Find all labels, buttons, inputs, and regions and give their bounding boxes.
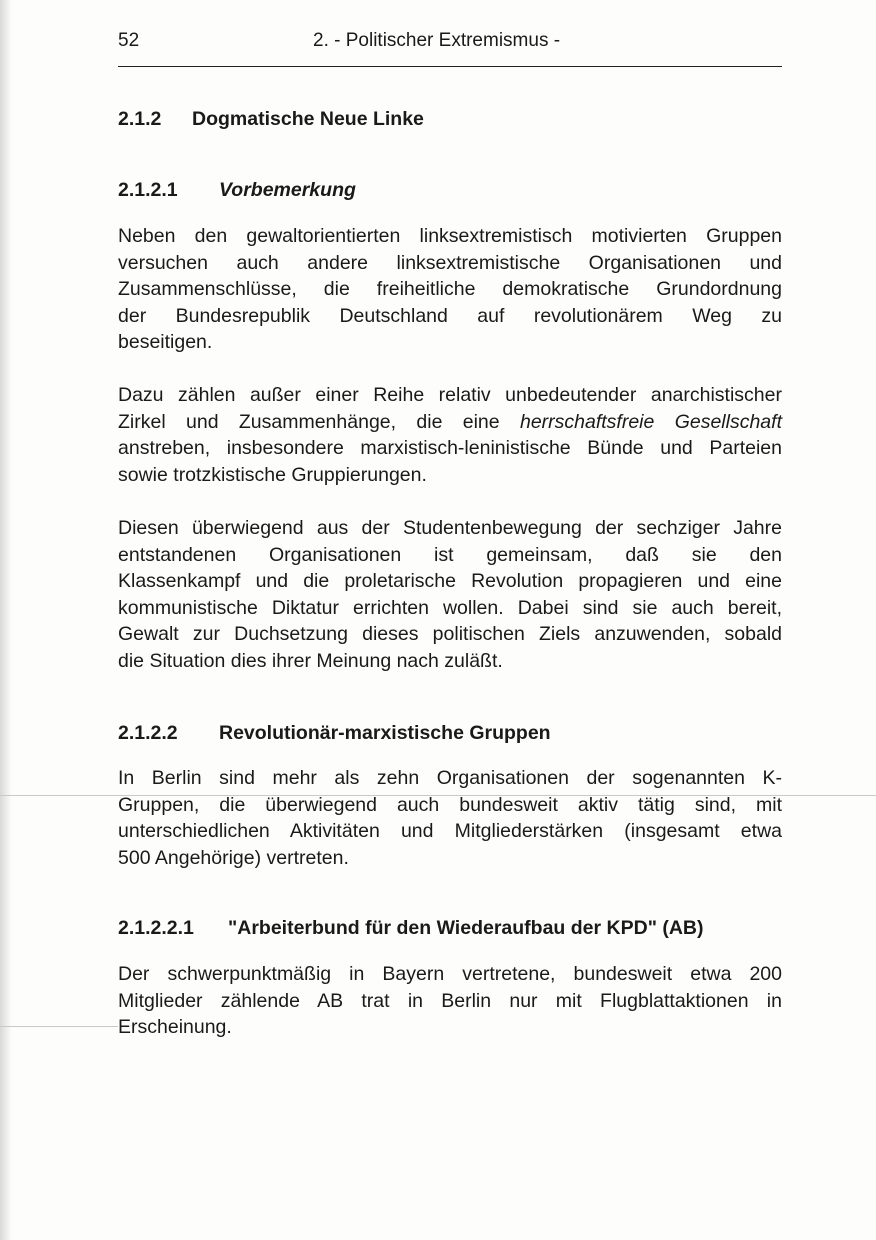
scan-binding-edge (0, 0, 12, 1240)
text-line: Gruppen, die überwiegend auch bundesweit aktiv tätig sind, mit (118, 793, 782, 816)
text-line: entstandenen Organisationen ist gemeinsam, daß sie den (118, 543, 782, 566)
section-title: "Arbeiterbund für den Wiederaufbau der KPD" (AB) (228, 917, 704, 939)
text-line: anstreben, insbesondere marxistisch-leninistische Bünde und Parteien (118, 437, 782, 460)
section-heading-2-1-2 (118, 108, 424, 131)
text-line: sowie trotzkistische Gruppierungen. (118, 463, 427, 486)
section-title: Revolutionär-marxistische Gruppen (219, 722, 551, 744)
section-number: 2.1.2 (118, 108, 162, 130)
emphasis-text: herrschaftsfreie Gesellschaft (519, 410, 782, 433)
text-line: Dazu zählen außer einer Reihe relativ unbedeutender anarchistischer (118, 384, 782, 406)
text-line: Diesen überwiegend aus der Studentenbewegung der sechziger Jahre (118, 517, 782, 539)
page-header (118, 26, 782, 56)
text-line: Mitglieder zählende AB trat in Berlin nur mit Flugblattaktionen in (118, 989, 782, 1012)
text-segment: Zirkel und Zusammenhänge, die eine (118, 410, 520, 433)
paragraph-anarchist-circles (118, 382, 782, 488)
text-line-mixed (118, 409, 782, 436)
running-title: 2. - Politischer Extremismus - (313, 30, 561, 51)
paragraph-k-groups (118, 765, 782, 871)
paragraph-intro (118, 223, 782, 356)
paragraph-class-struggle (118, 515, 782, 675)
text-line: In Berlin sind mehr als zehn Organisationen der sogenannten K- (118, 767, 782, 789)
page-number: 52 (118, 30, 140, 51)
text-line: Klassenkampf und die proletarische Revolution propagieren und eine (118, 570, 782, 593)
section-heading-2-1-2-2-1 (118, 917, 704, 940)
scan-fold-line (0, 1026, 118, 1027)
section-number: 2.1.2.2.1 (118, 917, 194, 939)
text-line: 500 Angehörige) vertreten. (118, 846, 349, 869)
text-line: Gewalt zur Duchsetzung dieses politischen Ziels anzuwenden, sobald (118, 623, 782, 646)
text-line: Neben den gewaltorientierten linksextremistisch motivierten Gruppen (118, 225, 782, 247)
text-line: der Bundesrepublik Deutschland auf revolutionärem Weg zu (118, 304, 782, 327)
text-line: beseitigen. (118, 331, 213, 354)
text-line: Der schwerpunktmäßig in Bayern vertretene, bundesweit etwa 200 (118, 963, 782, 985)
section-title: Vorbemerkung (219, 179, 356, 201)
section-heading-2-1-2-2 (118, 722, 551, 745)
text-line: Erscheinung. (118, 1016, 232, 1039)
paragraph-arbeiterbund (118, 961, 782, 1041)
section-title: Dogmatische Neue Linke (192, 108, 424, 130)
text-line: Zusammenschlüsse, die freiheitliche demokratische Grundordnung (118, 278, 782, 301)
section-heading-2-1-2-1 (118, 179, 356, 202)
text-line: versuchen auch andere linksextremistische Organisationen und (118, 251, 782, 274)
text-line: unterschiedlichen Aktivitäten und Mitgliederstärken (insgesamt etwa (118, 820, 782, 843)
text-line: kommunistische Diktatur errichten wollen. Dabei sind sie auch bereit, (118, 596, 782, 619)
section-number: 2.1.2.1 (118, 179, 178, 201)
section-number: 2.1.2.2 (118, 722, 178, 744)
scan-fold-line (0, 795, 876, 796)
header-rule (118, 66, 782, 67)
text-line: die Situation dies ihrer Meinung nach zuläßt. (118, 649, 503, 672)
